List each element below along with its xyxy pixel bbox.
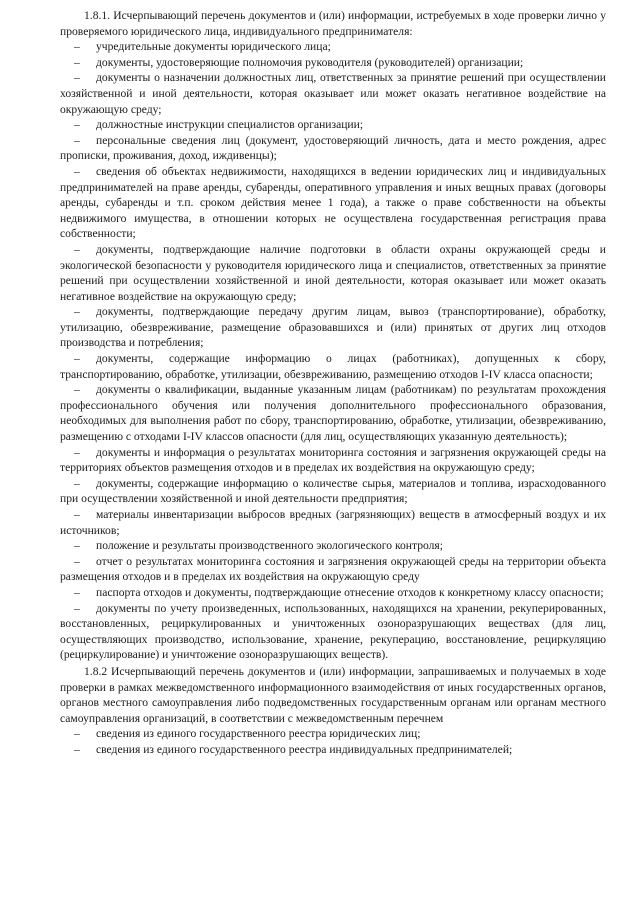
list-item — [60, 304, 606, 351]
list-item-text: персональные сведения лиц (документ, удостоверяющий личность, дата и место рождения, адрес прописки, проживания, доход, иждивенцы); — [60, 133, 606, 163]
list-item-text: сведения об объектах недвижимости, находящихся в ведении юридических лиц и индивидуальных предпринимателей на праве аренды, субаренды, оперативного управления и иных вещных правах (договоры аренды, субаренды и т.п. сроком действия менее 1 года), а также о праве собственности на объекты недвижимого имущества, в отношении которых не осуществлена государственная регистрация права собственности; — [60, 164, 606, 241]
list-item-text: документы, содержащие информацию о лицах (работниках), допущенных к сбору, транспортированию, обработке, утилизации, обезвреживанию, размещению отходов I-IV класса опасности; — [60, 352, 606, 381]
list-item — [60, 726, 606, 742]
dash-marker: – — [74, 118, 80, 132]
list-item — [60, 742, 606, 758]
dash-marker: – — [74, 445, 80, 459]
list-item — [60, 382, 606, 444]
list-item-text: учредительные документы юридического лица; — [96, 40, 331, 54]
dash-marker: – — [74, 71, 80, 85]
dash-marker: – — [74, 539, 80, 553]
list-item-text: сведения из единого государственного реестра индивидуальных предпринимателей; — [96, 742, 513, 756]
list-item — [60, 554, 606, 585]
dash-marker: – — [74, 476, 80, 490]
list-item-text: документы о квалификации, выданные указанным лицам (работникам) по результатам прохождения профессионального обучения или получения дополнительного профессионального образования, необходимых для выполнения работ по сбору, транспортированию, обработке, утилизации, обезвреживанию, размещению с отходами I-IV классов опасности (для лиц, осуществляющих указанную деятельность); — [60, 383, 606, 444]
list-item — [60, 445, 606, 476]
dash-marker: – — [74, 352, 80, 366]
list-item — [60, 117, 606, 133]
list-item-text: должностные инструкции специалистов организации; — [96, 118, 364, 132]
dash-marker: – — [74, 55, 80, 69]
dash-marker: – — [74, 40, 80, 54]
list-item — [60, 601, 606, 663]
list-item-text: сведения из единого государственного реестра юридических лиц; — [96, 727, 421, 741]
list-item — [60, 476, 606, 507]
list-item — [60, 39, 606, 55]
list-item-text: документы, содержащие информацию о количестве сырья, материалов и топлива, израсходованного при осуществлении хозяйственной и иной деятельности предприятия; — [60, 476, 606, 506]
dash-marker: – — [74, 585, 80, 599]
dash-marker: – — [74, 164, 80, 178]
list-item — [60, 164, 606, 242]
dash-marker: – — [74, 508, 80, 521]
list-item-text: документы и информация о результатах мониторинга состояния и загрязнения окружающей среды на территориях объектов размещения отходов и в пределах их воздействия на окружающую среду; — [60, 445, 606, 475]
dash-marker: – — [74, 383, 80, 397]
dash-marker: – — [74, 305, 80, 319]
list-item — [60, 585, 606, 601]
list-item — [60, 351, 606, 382]
dash-marker: – — [74, 727, 80, 741]
section-1-8-2-list — [60, 726, 606, 757]
list-item-text: документы, подтверждающие передачу другим лицам, вывоз (транспортирование), обработку, утилизацию, обезвреживание, размещение образовавшихся и (или) принятых от других лиц отходов производства и потребления; — [60, 305, 606, 350]
dash-marker: – — [74, 601, 80, 615]
list-item — [60, 242, 606, 304]
list-item-text: документы по учету произведенных, использованных, находящихся на хранении, рекуперированных, восстановленных, рециркулированных и уничтоженных озоноразрушающих веществах (для лиц, осуществляющих производство, использование, хранение, рекуперацию, восстановление, рециркуляцию (рециркулирование) и уничтожение озоноразрушающих веществ). — [60, 601, 606, 662]
list-item-text: отчет о результатах мониторинга состояния и загрязнения окружающей среды на территории объекта размещения отходов и в пределах их воздействия на окружающую среду — [60, 554, 606, 584]
dash-marker: – — [74, 242, 80, 256]
list-item-text: материалы инвентаризации выбросов вредных (загрязняющих) веществ в атмосферный воздух и их источников; — [60, 508, 606, 537]
list-item-text: положение и результаты производственного экологического контроля; — [96, 539, 443, 553]
section-1-8-1-list — [60, 39, 606, 663]
list-item-text: паспорта отходов и документы, подтверждающие отнесение отходов к конкретному классу опасности; — [96, 585, 604, 599]
list-item — [60, 507, 606, 538]
list-item — [60, 133, 606, 164]
list-item-text: документы, подтверждающие наличие подготовки в области охраны окружающей среды и экологической безопасности у руководителя юридического лица и специалистов, ответственных за принятие решений при осуществлении хозяйственной и иной деятельности, которая оказывает или может оказать негативное воздействие на окружающую среду; — [60, 242, 606, 303]
dash-marker: – — [74, 133, 80, 147]
list-item-text: документы, удостоверяющие полномочия руководителя (руководителей) организации; — [96, 55, 524, 69]
section-1-8-2-heading: 1.8.2 Исчерпывающий перечень документов и (или) информации, запрашиваемых и получаемых в ходе проверки в рамках межведомственного информационного взаимодействия от иных государственных органов, органов местного самоуправления либо подведомственных государственным органам или органам местного самоуправления организаций, в соответствии с межведомственным перечнем — [60, 664, 606, 725]
list-item — [60, 55, 606, 71]
list-item — [60, 538, 606, 554]
list-item-text: документы о назначении должностных лиц, ответственных за принятие решений при осуществлении хозяйственной и иной деятельности, которая оказывает или может оказать негативное воздействие на окружающую среду; — [60, 71, 606, 116]
dash-marker: – — [74, 742, 80, 756]
section-1-8-1-heading: 1.8.1. Исчерпывающий перечень документов и (или) информации, истребуемых в ходе проверки лично у проверяемого юридического лица, индивидуального предпринимателя: — [60, 9, 606, 38]
dash-marker: – — [74, 554, 80, 568]
list-item — [60, 70, 606, 117]
